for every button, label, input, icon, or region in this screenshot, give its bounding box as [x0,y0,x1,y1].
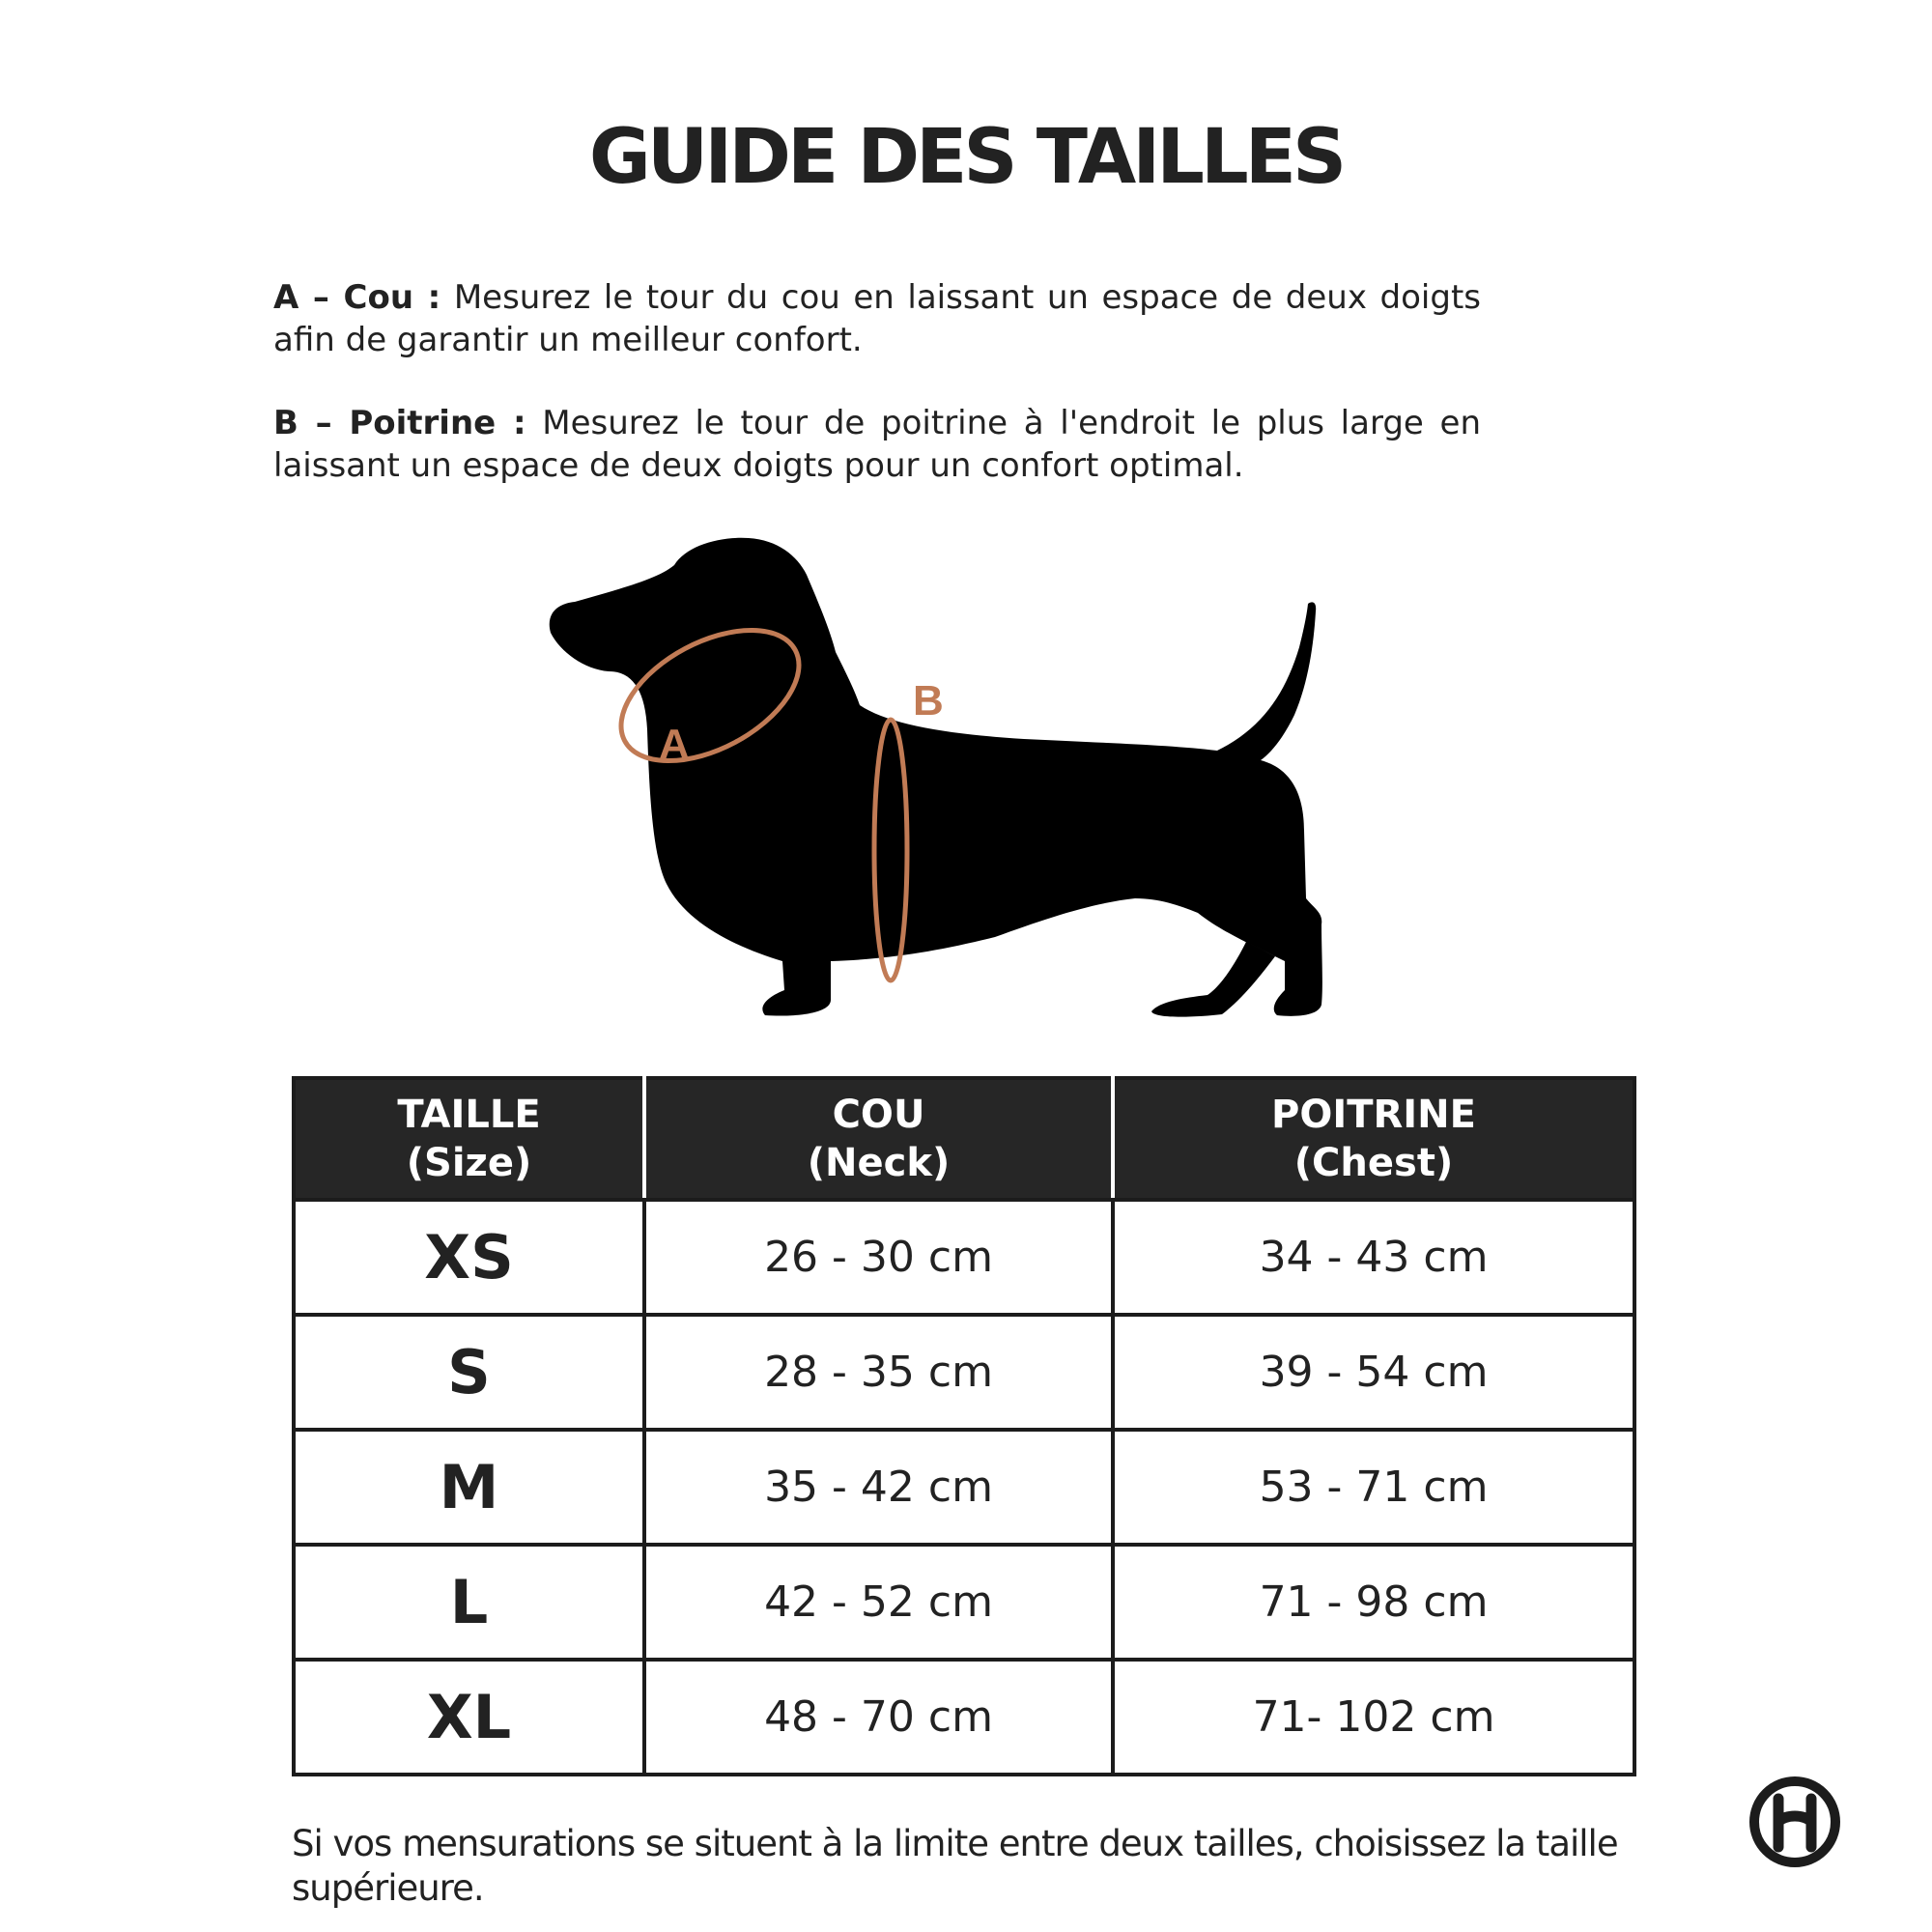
chest-cell: 71 - 98 cm [1113,1545,1634,1660]
dog-silhouette [550,538,1322,1017]
header-neck [644,1078,1113,1200]
header-neck-line2: (Neck) [807,1141,951,1185]
size-cell: XS [294,1200,644,1315]
chest-cell: 39 - 54 cm [1113,1315,1634,1430]
neck-cell: 28 - 35 cm [644,1315,1113,1430]
table-header-row [294,1078,1634,1200]
chest-marker-label: B [913,677,944,724]
header-neck-line1: COU [832,1093,925,1137]
neck-cell: 42 - 52 cm [644,1545,1113,1660]
chest-cell: 53 - 71 cm [1113,1430,1634,1545]
table-row [294,1660,1634,1775]
header-size [294,1078,644,1200]
neck-cell: 26 - 30 cm [644,1200,1113,1315]
size-cell: S [294,1315,644,1430]
chest-instruction-label: B – Poitrine : [273,404,526,442]
table-row [294,1545,1634,1660]
neck-marker-label: A [659,721,690,768]
table-row [294,1315,1634,1430]
size-cell: L [294,1545,644,1660]
h-circle-logo-icon [1747,1774,1843,1870]
chest-cell: 34 - 43 cm [1113,1200,1634,1315]
dachshund-illustration [541,536,1391,1019]
size-cell: M [294,1430,644,1545]
size-advice-footnote: Si vos mensurations se situent à la limite entre deux tailles, choisissez la taille supérieure. [292,1823,1618,1909]
header-size-line2: (Size) [406,1141,532,1185]
chest-cell: 71- 102 cm [1113,1660,1634,1775]
header-chest-line1: POITRINE [1271,1093,1476,1137]
header-chest [1113,1078,1634,1200]
neck-cell: 48 - 70 cm [644,1660,1113,1775]
neck-instruction-text: Mesurez le tour du cou en laissant un espace de deux doigts afin de garantir un meilleur confort. [273,278,1482,359]
chest-instruction [273,402,1481,487]
size-table [292,1076,1636,1776]
size-cell: XL [294,1660,644,1775]
neck-cell: 35 - 42 cm [644,1430,1113,1545]
page-title: GUIDE DES TAILLES [588,114,1344,201]
neck-instruction [273,276,1481,361]
table-row [294,1430,1634,1545]
header-size-line1: TAILLE [397,1093,541,1137]
chest-instruction-text: Mesurez le tour de poitrine à l'endroit le plus large en laissant un espace de deux doigts pour un confort optimal. [273,404,1482,485]
table-row [294,1200,1634,1315]
neck-instruction-label: A – Cou : [273,278,441,317]
header-chest-line2: (Chest) [1293,1141,1454,1185]
